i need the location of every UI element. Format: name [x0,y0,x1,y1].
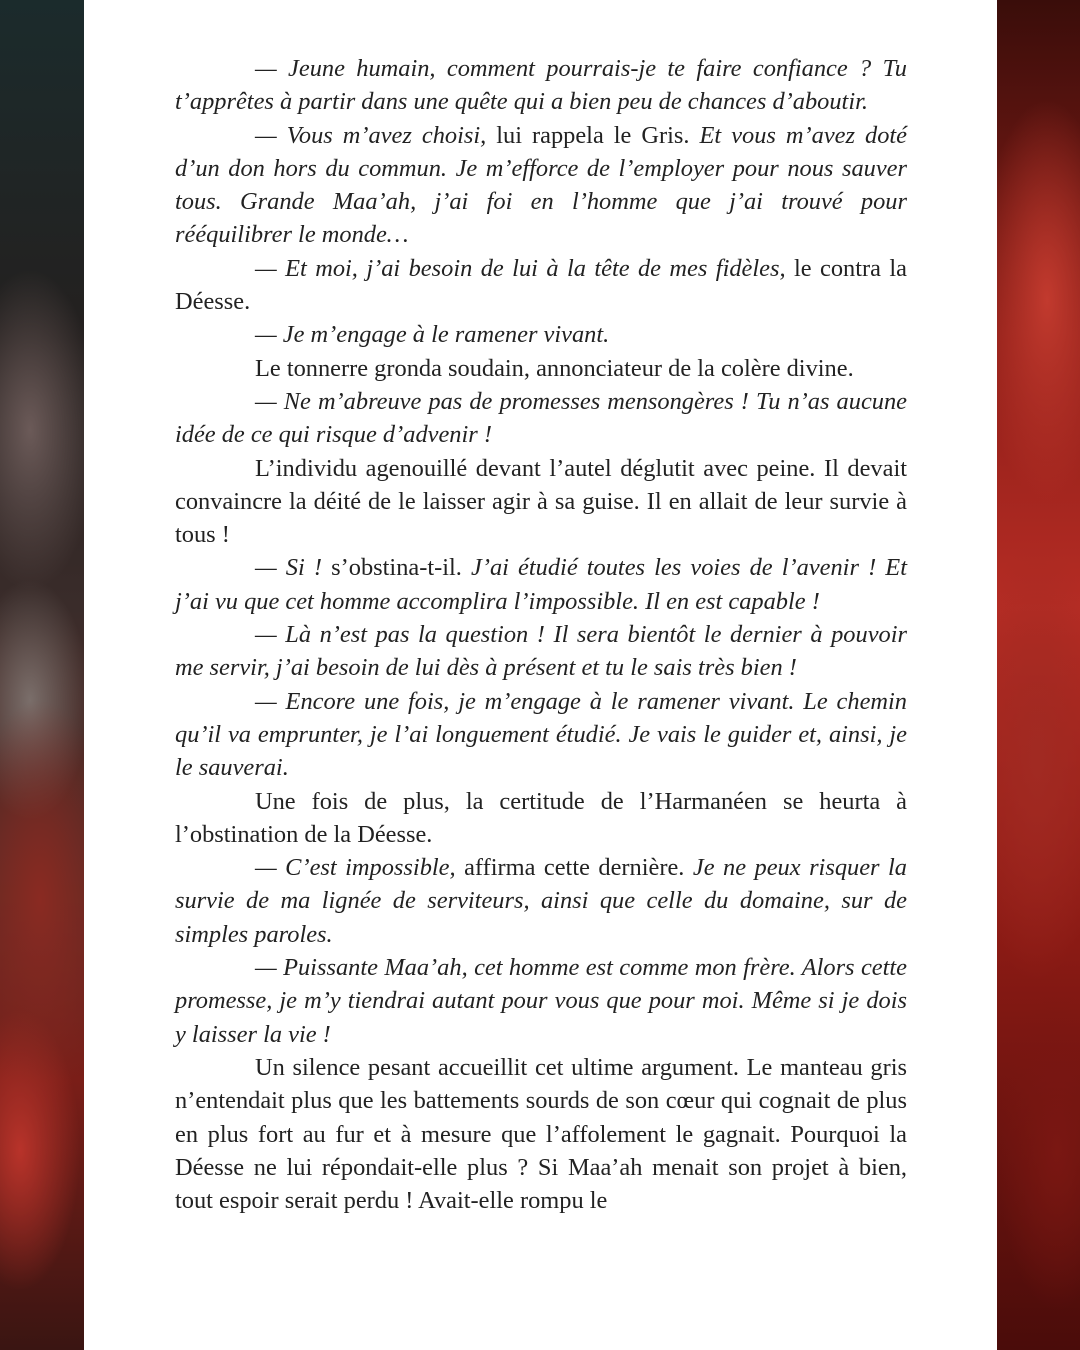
paragraph [175,52,907,119]
paragraph-segment: lui rappela le Gris. [486,121,700,149]
paragraph [175,252,907,319]
paragraph-segment: — C’est impossible, [255,854,456,882]
paragraph-segment: s’obstina-t-il. [322,554,472,582]
paragraph [175,785,907,852]
paragraph-segment: — Puissante Maa’ah, cet homme est comme mon frère. Alors cette promesse, je m’y tiendrai autant pour vous que pour moi. Même si je dois y laisser la vie ! [175,954,907,1048]
paragraph-segment: — Encore une fois, je m’engage à le ramener vivant. Le chemin qu’il va emprunter, je l’ai longuement étudié. Je vais le guider et, ainsi, je le sauverai. [175,687,907,782]
paragraph-segment: le contra la Déesse. [175,254,907,316]
paragraph-segment: — Je m’engage à le ramener vivant. [255,321,610,349]
paragraph [175,951,907,1051]
paragraph-segment: — Ne m’abreuve pas de promesses mensongères ! Tu n’as aucune idée de ce qui risque d’advenir ! [175,387,907,449]
paragraph [175,352,907,385]
paragraph-segment: — Vous m’avez choisi, [255,121,487,149]
paragraph [175,685,907,785]
paragraph-segment: — Et moi, j’ai besoin de lui à la tête de mes fidèles, [255,254,786,282]
paragraph [175,618,907,685]
paragraph [175,551,907,618]
background-right-blurred [997,0,1080,1350]
paragraph-segment: Et vous m’avez doté d’un don hors du commun. Je m’efforce de l’employer pour nous sauver tous. Grande Maa’ah, j’ai foi en l’homme que j’ai trouvé pour rééquilibrer le monde… [175,121,907,249]
paragraph-segment: L’individu agenouillé devant l’autel déglutit avec peine. Il devait convaincre la déité de le laisser agir à sa guise. Il en allait de leur survie à tous ! [175,454,907,549]
paragraph-segment: Le tonnerre gronda soudain, annonciateur de la colère divine. [255,354,854,382]
paragraph [175,318,907,351]
paragraph-segment: J’ai étudié toutes les voies de l’avenir ! Et j’ai vu que cet homme accomplira l’impossible. Il en est capable ! [175,554,907,615]
paragraph [175,1051,907,1217]
paragraph-segment: affirma cette dernière. [455,854,693,882]
paragraph [175,119,907,252]
paragraph-segment: — Jeune humain, comment pourrais-je te faire confiance ? Tu t’apprêtes à partir dans une quête qui a bien peu de chances d’aboutir. [175,55,907,116]
background-left-blurred [0,0,84,1350]
paragraph-segment: Une fois de plus, la certitude de l’Harmanéen se heurta à l’obstination de la Déesse. [175,787,907,848]
book-page [84,0,997,1350]
paragraph [175,385,907,452]
paragraph [175,452,907,552]
page-text [175,52,907,1217]
paragraph-segment: — Si ! [255,554,323,582]
paragraph-segment: Je ne peux risquer la survie de ma lignée de serviteurs, ainsi que celle du domaine, sur de simples paroles. [175,854,907,948]
paragraph [175,851,907,951]
paragraph-segment: — Là n’est pas la question ! Il sera bientôt le dernier à pouvoir me servir, j’ai besoin de lui dès à présent et tu le sais très bien ! [175,621,907,682]
paragraph-segment: Un silence pesant accueillit cet ultime argument. Le manteau gris n’entendait plus que les battements sourds de son cœur qui cognait de plus en plus fort au fur et à mesure que l’affolement le gagnait. Pourquoi la Déesse ne lui répondait-elle plus ? Si Maa’ah menait son projet à bien, tout espoir serait perdu ! Avait-elle rompu le [175,1053,907,1215]
